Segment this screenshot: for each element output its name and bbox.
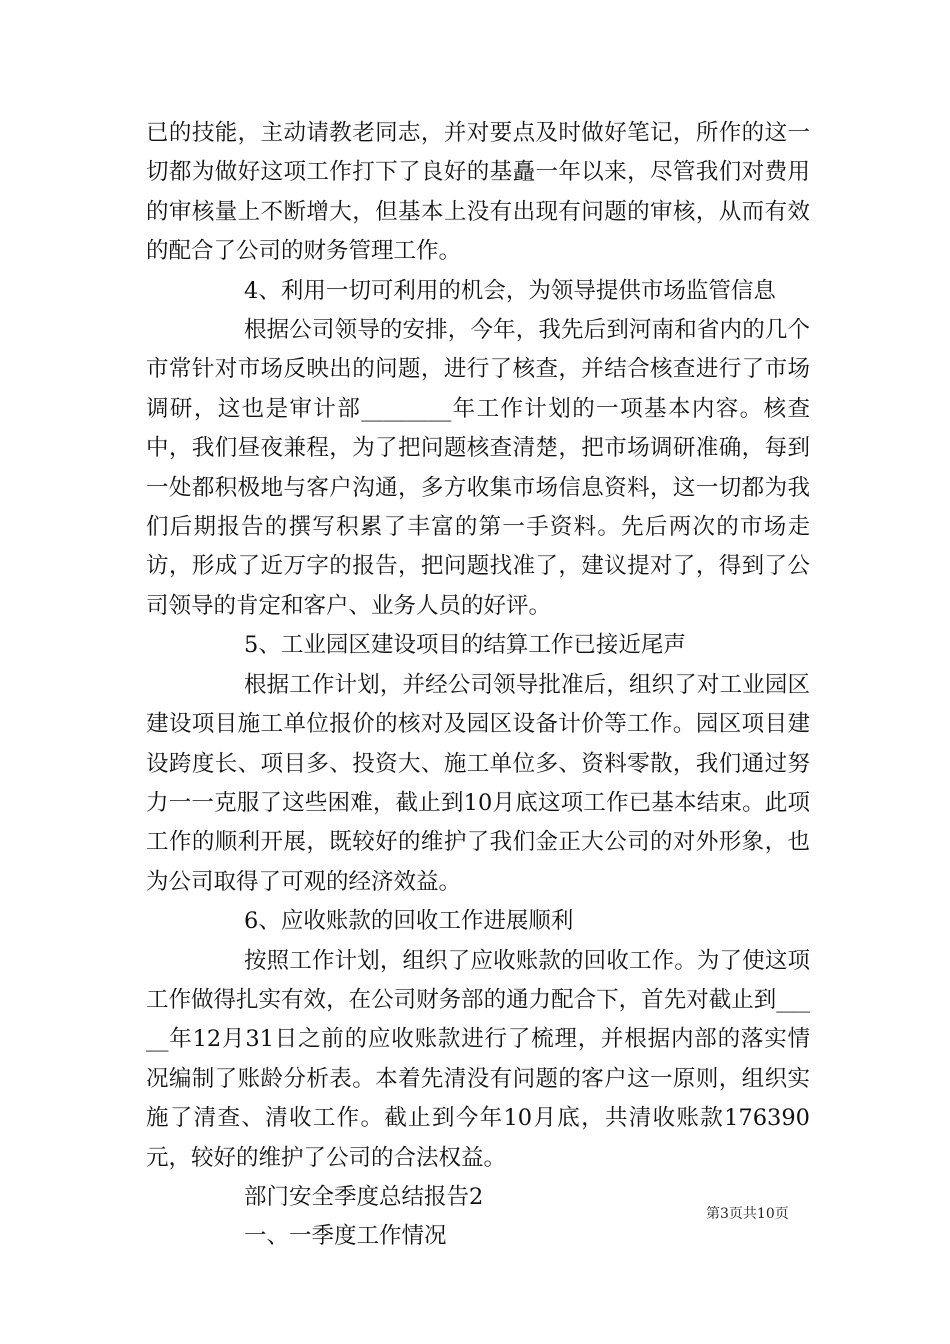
page-number: 第3页共10页 (706, 1206, 789, 1222)
report-title: 部门安全季度总结报告2 (244, 1183, 484, 1210)
paragraph-industrial-park: 根据工作计划，并经公司领导批准后，组织了对工业园区建设项目施工单位报价的核对及园区设备计价等工作。园区项目建设跨度长、项目多、投资大、施工单位多、资料零散，我们通过努力一一克服了这些困难，截止到10月底这项工作已基本结束。此项工作的顺利开展，既较好的维护了我们金正大公司的对外形象，也为公司取得了可观的经济效益。 (146, 671, 810, 895)
section-heading-q1: 一、一季度工作情况 (244, 1223, 447, 1250)
paragraph-receivables: 按照工作计划，组织了应收账款的回收工作。为了使这项工作做得扎实有效，在公司财务部的通力配合下，首先对截止到_____年12月31日之前的应收账款进行了梳理，并根据内部的落实情况编制了账龄分析表。本着先清没有问题的客户这一原则，组织实施了清查、清收工作。截止到今年10月底，共清收账款176390元，较好的维护了公司的合法权益。 (146, 947, 810, 1171)
paragraph-market-supervision: 根据公司领导的安排，今年，我先后到河南和省内的几个市常针对市场反映出的问题，进行了核查，并结合核查进行了市场调研，这也是审计部________年工作计划的一项基本内容。核查中，我们昼夜兼程，为了把问题核查清楚，把市场调研准确，每到一处都积极地与客户沟通，多方收集市场信息资料，这一切都为我们后期报告的撰写积累了丰富的第一手资料。先后两次的市场走访，形成了近万字的报告，把问题找准了，建议提对了，得到了公司领导的肯定和客户、业务人员的好评。 (146, 317, 810, 619)
section-heading-6: 6、应收账款的回收工作进展顺利 (244, 908, 574, 935)
section-heading-4: 4、利用一切可利用的机会，为领导提供市场监管信息 (244, 277, 776, 304)
document-body (146, 114, 810, 1257)
paragraph-continuation: 已的技能，主动请教老同志，并对要点及时做好笔记，所作的这一切都为做好这项工作打下了良好的基矗一年以来，尽管我们对费用的审核量上不断增大，但基本上没有出现有问题的审核，从而有效的配合了公司的财务管理工作。 (146, 120, 810, 265)
section-heading-5: 5、工业园区建设项目的结算工作已接近尾声 (244, 632, 686, 659)
